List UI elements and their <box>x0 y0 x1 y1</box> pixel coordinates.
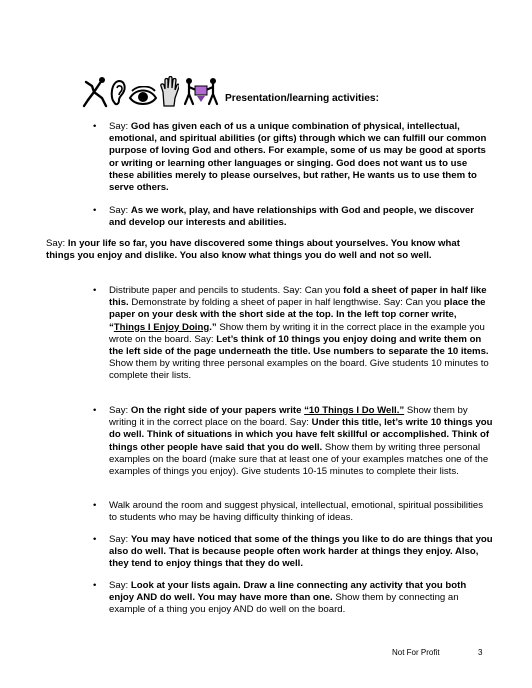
list-item <box>93 580 493 617</box>
kinesthetic-people-icon <box>180 76 222 108</box>
page-number: 3 <box>478 648 483 657</box>
list-item-text <box>109 405 493 478</box>
say-label: Say: <box>109 534 131 545</box>
list-item-text <box>109 205 493 229</box>
script-text: place the paper on your desk with the short side at the top. In the left top corner write, “ <box>109 297 486 333</box>
bullet-marker: • <box>93 285 97 296</box>
list-item-text <box>109 285 493 383</box>
script-text: .” <box>209 321 217 333</box>
instruction-text: Distribute paper and pencils to students. Say: Can you <box>109 285 344 296</box>
script-text: On the right side of your papers write <box>130 405 305 416</box>
say-label: Say: <box>109 580 131 591</box>
list-item <box>93 205 493 229</box>
underlined-title: Things I Enjoy Doing <box>113 321 210 333</box>
instruction-text: Demonstrate by folding a sheet of paper in half lengthwise. Say: Can you <box>128 297 444 309</box>
footer-text: Not For Profit <box>392 648 440 657</box>
script-text: You may have noticed that some of the things you like to do are things that you also do well. That is because people often work harder at things they enjoy. Also, they tend to enjoy things that they do well. <box>109 534 493 570</box>
instruction-text: Show them by connecting an example of a thing you enjoy AND do well on the board. <box>109 592 459 616</box>
say-label: Say: <box>109 405 131 416</box>
instruction-text: Show them by writing three personal examples on the board. Give students 10 minutes to complete their lists. <box>109 358 489 382</box>
list-item <box>93 121 493 194</box>
script-text: As we work, play, and have relationships with God and people, we discover and develop our interests and abilities. <box>109 205 475 229</box>
list-item <box>93 534 493 571</box>
script-text: God has given each of us a unique combination of physical, intellectual, emotional, and spiritual abilities (or gifts) through which we can fulfill our common purpose of loving God and others. For example, some of us may be good at sports or writing or learning other languages or singing. God does not want us to use these abilities merely to please ourselves, but rather, He wants us to use them to serve others. <box>109 121 487 194</box>
learning-style-icons <box>82 76 222 108</box>
list-item <box>93 285 493 383</box>
bullet-marker: • <box>93 500 97 511</box>
bullet-marker: • <box>93 580 97 591</box>
list-item <box>93 500 493 524</box>
stretching-person-icon <box>82 76 108 108</box>
bullet-marker: • <box>93 205 97 216</box>
bullet-marker: • <box>93 405 97 416</box>
list-item-text <box>109 121 493 194</box>
paragraph-text <box>46 238 491 262</box>
list-item-text <box>109 534 493 571</box>
script-text: fold a sheet of paper in half like this. <box>109 285 487 309</box>
eye-icon <box>128 86 158 108</box>
section-header <box>82 68 379 108</box>
section-heading: Presentation/learning activities: <box>225 93 379 104</box>
list-item-text: Walk around the room and suggest physical, intellectual, emotional, spiritual possibilities to students who may be having difficulty thinking of ideas. <box>109 500 483 524</box>
ear-icon <box>109 78 127 108</box>
underlined-title: “10 Things I Do Well.” <box>304 405 405 416</box>
instruction-text: Show them by writing it in the correct place on the board. Say: <box>109 405 468 429</box>
instruction-text: Show them by writing three personal examples on the board (make sure that at least one of your examples matches one of the examples of things you enjoy). Give students 10-15 minutes to complete their lists. <box>109 441 489 478</box>
list-item-text <box>109 580 493 617</box>
say-label: Say: <box>46 238 68 249</box>
list-item <box>93 405 493 478</box>
say-label: Say: <box>109 205 131 216</box>
script-text: Look at your lists again. Draw a line connecting any activity that you both enjoy AND do well. You may have more than one. <box>109 580 467 604</box>
script-text: In your life so far, you have discovered some things about yourselves. You know what things you enjoy and dislike. You also know what things you do well and not so well. <box>46 238 460 262</box>
paragraph <box>46 238 491 262</box>
hand-icon <box>159 76 179 108</box>
script-text: Under this title, let’s write 10 things you do well. Think of situations in which you have felt skillful or accomplished. Think of things other people have said that you do well. <box>109 417 493 453</box>
bullet-marker: • <box>93 534 97 545</box>
bullet-marker: • <box>93 121 97 132</box>
say-label: Say: <box>109 121 131 132</box>
script-text: Let’s think of 10 things you enjoy doing and write them on the left side of the page underneath the title. Use numbers to separate the 10 items. <box>109 333 489 358</box>
instruction-text: Show them by writing it in the correct place in the example you wrote on the board. Say: <box>109 321 485 345</box>
